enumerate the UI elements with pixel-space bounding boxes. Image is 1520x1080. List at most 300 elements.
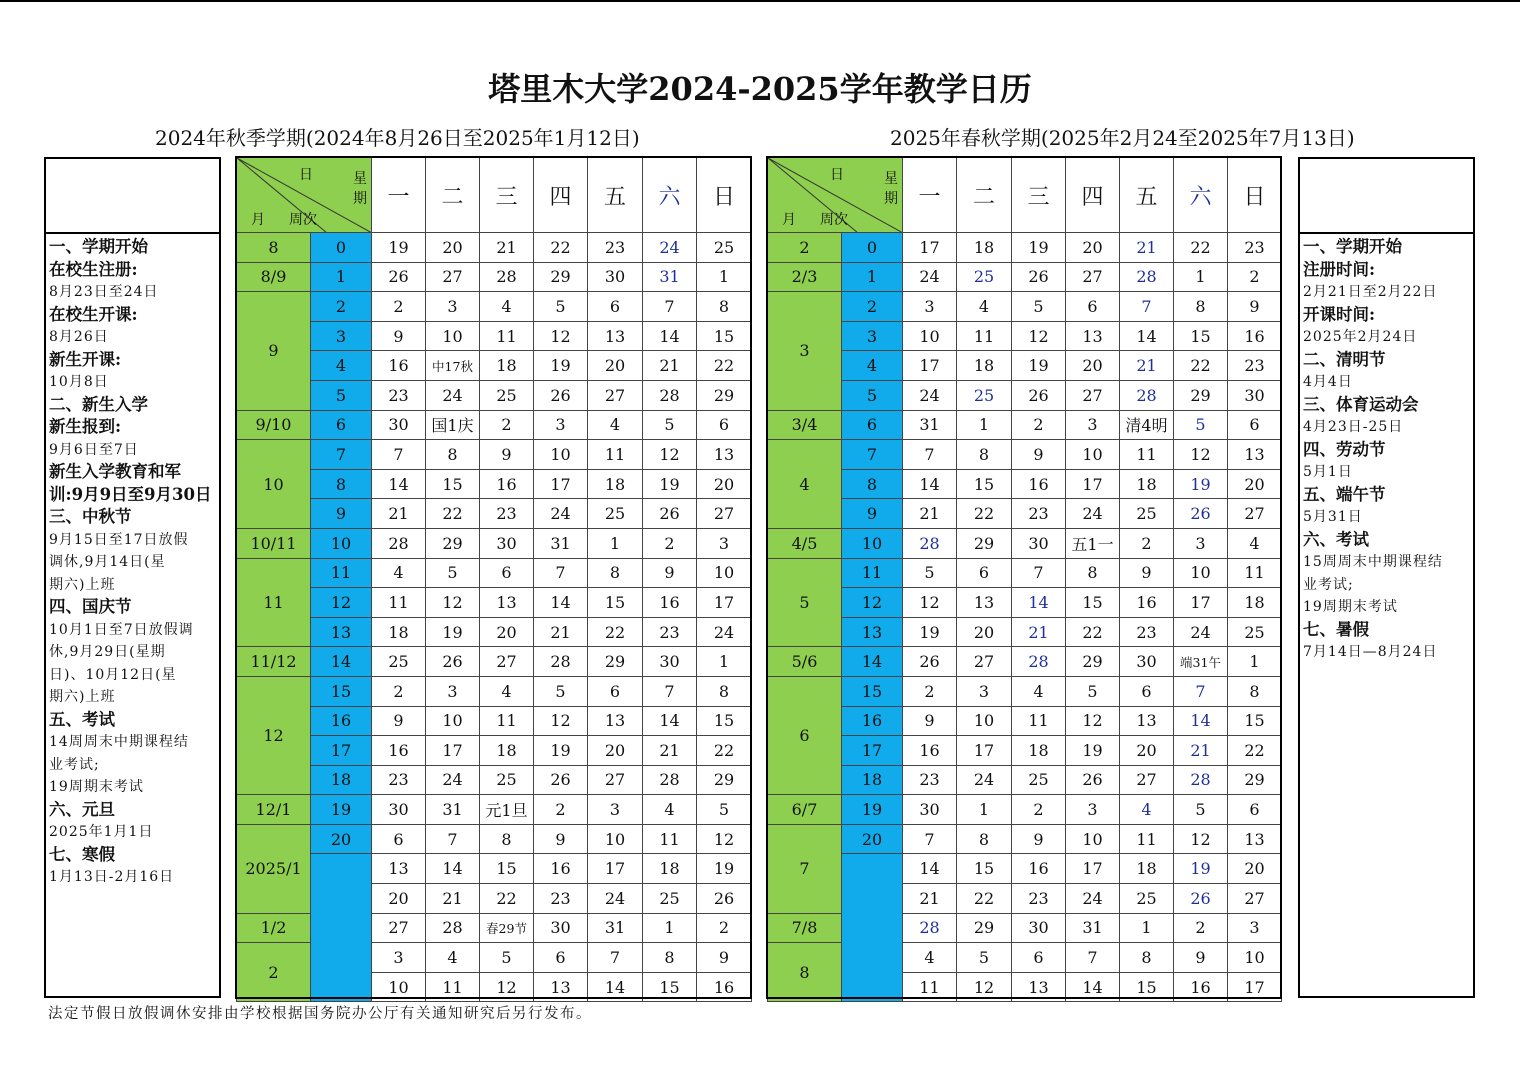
day-cell: 18 bbox=[957, 351, 1012, 381]
notes-header-blank bbox=[1300, 159, 1473, 234]
week-number-cell: 4 bbox=[842, 351, 903, 381]
week-number-cell: 14 bbox=[311, 647, 372, 677]
day-cell: 6 bbox=[1228, 410, 1282, 440]
day-cell: 12 bbox=[426, 588, 480, 618]
calendar-week-row bbox=[237, 824, 752, 854]
day-cell: 16 bbox=[372, 736, 426, 766]
day-cell: 6 bbox=[697, 410, 752, 440]
day-cell: 4 bbox=[1120, 795, 1174, 825]
day-cell: 3 bbox=[534, 410, 588, 440]
note-text: 期六)上班 bbox=[49, 576, 116, 593]
note-heading: 在校生注册: bbox=[49, 259, 138, 279]
calendar-week-row bbox=[768, 795, 1282, 825]
week-number-cell: 19 bbox=[311, 795, 372, 825]
day-cell: 9 bbox=[372, 321, 426, 351]
day-cell: 27 bbox=[1228, 499, 1282, 529]
week-number-cell: 9 bbox=[842, 499, 903, 529]
day-cell: 2 bbox=[697, 913, 752, 943]
day-cell: 27 bbox=[1066, 380, 1120, 410]
day-cell: 7 bbox=[1066, 943, 1120, 973]
day-cell: 29 bbox=[697, 765, 752, 795]
day-cell: 28 bbox=[643, 380, 697, 410]
day-cell: 端31午 bbox=[1174, 647, 1228, 677]
day-cell: 14 bbox=[643, 706, 697, 736]
day-cell: 23 bbox=[534, 884, 588, 914]
day-cell: 16 bbox=[534, 854, 588, 884]
day-cell: 19 bbox=[1174, 469, 1228, 499]
week-number-cell: 20 bbox=[842, 824, 903, 854]
week-number-cell: 4 bbox=[311, 351, 372, 381]
day-cell: 14 bbox=[1174, 706, 1228, 736]
day-cell: 30 bbox=[1012, 913, 1066, 943]
day-cell: 12 bbox=[1174, 824, 1228, 854]
day-cell: 26 bbox=[1012, 262, 1066, 292]
day-cell: 2 bbox=[534, 795, 588, 825]
day-cell: 8 bbox=[1120, 943, 1174, 973]
note-text: 期六)上班 bbox=[49, 689, 116, 705]
note-heading: 六、考试 bbox=[1303, 529, 1369, 549]
day-cell: 1 bbox=[588, 528, 643, 558]
calendar-week-row bbox=[768, 321, 1282, 351]
day-cell: 21 bbox=[534, 617, 588, 647]
day-cell: 13 bbox=[957, 588, 1012, 618]
day-cell: 25 bbox=[588, 499, 643, 529]
day-cell: 21 bbox=[426, 884, 480, 914]
day-cell: 26 bbox=[1174, 499, 1228, 529]
day-cell: 2 bbox=[480, 410, 534, 440]
day-cell: 4 bbox=[643, 795, 697, 825]
day-cell: 4 bbox=[426, 943, 480, 973]
note-heading: 注册时间: bbox=[1303, 259, 1376, 279]
day-cell: 21 bbox=[1120, 351, 1174, 381]
note-text: 4月23日-25日 bbox=[1303, 419, 1404, 435]
week-number-cell: 13 bbox=[311, 617, 372, 647]
month-cell: 12/1 bbox=[237, 795, 311, 825]
calendar-week-row bbox=[768, 469, 1282, 499]
day-cell: 22 bbox=[1174, 351, 1228, 381]
day-cell: 13 bbox=[1066, 321, 1120, 351]
week-number-cell: 7 bbox=[311, 440, 372, 470]
day-cell: 4 bbox=[1228, 528, 1282, 558]
day-cell: 8 bbox=[426, 440, 480, 470]
day-cell: 7 bbox=[534, 558, 588, 588]
day-cell: 12 bbox=[1174, 440, 1228, 470]
calendar-week-row bbox=[768, 233, 1282, 263]
calendar-week-row bbox=[237, 854, 752, 884]
calendar-week-row bbox=[768, 824, 1282, 854]
day-cell: 26 bbox=[697, 884, 752, 914]
day-cell: 3 bbox=[372, 943, 426, 973]
note-heading: 新生入学教育和军 bbox=[49, 462, 181, 481]
day-cell: 11 bbox=[1120, 440, 1174, 470]
day-cell: 5 bbox=[480, 943, 534, 973]
day-cell: 22 bbox=[697, 351, 752, 381]
day-cell: 26 bbox=[1066, 765, 1120, 795]
week-number-cell: 11 bbox=[311, 558, 372, 588]
month-cell: 10 bbox=[237, 440, 311, 529]
day-cell: 3 bbox=[957, 676, 1012, 706]
day-cell: 6 bbox=[1012, 943, 1066, 973]
day-cell: 5 bbox=[1174, 410, 1228, 440]
day-cell: 25 bbox=[697, 233, 752, 263]
day-cell: 29 bbox=[697, 380, 752, 410]
day-cell: 3 bbox=[903, 292, 957, 322]
spring-calendar-table bbox=[767, 157, 1282, 1002]
note-heading: 二、新生入学 bbox=[49, 394, 148, 414]
day-cell: 6 bbox=[588, 676, 643, 706]
weekday-header: 日 bbox=[697, 158, 752, 233]
day-cell: 23 bbox=[643, 617, 697, 647]
day-cell: 6 bbox=[588, 292, 643, 322]
note-heading: 开课时间: bbox=[1303, 304, 1376, 324]
corner-label-month: 月 bbox=[251, 212, 265, 228]
week-number-cell: 5 bbox=[842, 380, 903, 410]
calendar-week-row bbox=[768, 440, 1282, 470]
weekday-header: 三 bbox=[1012, 158, 1066, 233]
day-cell: 2 bbox=[1012, 795, 1066, 825]
day-cell: 24 bbox=[534, 499, 588, 529]
note-heading: 三、体育运动会 bbox=[1303, 394, 1419, 414]
note-heading: 四、劳动节 bbox=[1303, 439, 1386, 459]
day-cell: 24 bbox=[903, 380, 957, 410]
calendar-week-row bbox=[768, 351, 1282, 381]
corner-label-week: 周次 bbox=[289, 212, 317, 228]
day-cell: 26 bbox=[534, 765, 588, 795]
day-cell: 17 bbox=[1066, 469, 1120, 499]
day-cell: 14 bbox=[903, 854, 957, 884]
note-text: 15周周末中期课程结 bbox=[1303, 554, 1443, 570]
day-cell: 26 bbox=[426, 647, 480, 677]
day-cell: 30 bbox=[534, 913, 588, 943]
day-cell: 28 bbox=[1174, 765, 1228, 795]
day-cell: 7 bbox=[903, 824, 957, 854]
day-cell: 6 bbox=[372, 824, 426, 854]
day-cell: 15 bbox=[957, 854, 1012, 884]
week-number-cell: 14 bbox=[842, 647, 903, 677]
day-cell: 5 bbox=[957, 943, 1012, 973]
corner-label-month: 月 bbox=[782, 212, 796, 228]
note-text: 日)、10月12日(星 bbox=[49, 666, 177, 683]
day-cell: 17 bbox=[426, 736, 480, 766]
day-cell: 20 bbox=[588, 736, 643, 766]
calendar-week-row bbox=[768, 617, 1282, 647]
day-cell: 3 bbox=[1228, 913, 1282, 943]
day-cell: 10 bbox=[903, 321, 957, 351]
weekday-header: 六 bbox=[643, 158, 697, 233]
calendar-week-row bbox=[768, 262, 1282, 292]
day-cell: 11 bbox=[1228, 558, 1282, 588]
day-cell: 18 bbox=[480, 736, 534, 766]
day-cell: 20 bbox=[480, 617, 534, 647]
day-cell: 10 bbox=[697, 558, 752, 588]
day-cell: 31 bbox=[903, 410, 957, 440]
day-cell: 20 bbox=[1066, 233, 1120, 263]
note-heading: 在校生开课: bbox=[49, 304, 138, 324]
day-cell: 4 bbox=[372, 558, 426, 588]
calendar-week-row bbox=[768, 588, 1282, 618]
week-number-cell: 8 bbox=[842, 469, 903, 499]
day-cell: 27 bbox=[1066, 262, 1120, 292]
day-cell: 2 bbox=[1228, 262, 1282, 292]
day-cell: 1 bbox=[957, 795, 1012, 825]
day-cell: 15 bbox=[957, 469, 1012, 499]
note-heading: 七、暑假 bbox=[1303, 619, 1369, 639]
day-cell: 3 bbox=[697, 528, 752, 558]
day-cell: 14 bbox=[643, 321, 697, 351]
day-cell: 5 bbox=[903, 558, 957, 588]
day-cell: 7 bbox=[426, 824, 480, 854]
day-cell: 元1旦 bbox=[480, 795, 534, 825]
calendar-week-row bbox=[237, 351, 752, 381]
day-cell: 20 bbox=[957, 617, 1012, 647]
week-number-cell: 2 bbox=[842, 292, 903, 322]
day-cell: 7 bbox=[643, 292, 697, 322]
day-cell: 12 bbox=[1012, 321, 1066, 351]
day-cell: 15 bbox=[643, 972, 697, 1002]
day-cell: 1 bbox=[643, 913, 697, 943]
day-cell: 19 bbox=[697, 854, 752, 884]
day-cell: 13 bbox=[534, 972, 588, 1002]
day-cell: 12 bbox=[534, 321, 588, 351]
day-cell: 6 bbox=[1228, 795, 1282, 825]
day-cell: 10 bbox=[957, 706, 1012, 736]
day-cell: 16 bbox=[697, 972, 752, 1002]
day-cell: 26 bbox=[643, 499, 697, 529]
day-cell: 30 bbox=[643, 647, 697, 677]
day-cell: 24 bbox=[903, 262, 957, 292]
day-cell: 17 bbox=[1228, 972, 1282, 1002]
month-cell: 4/5 bbox=[768, 528, 842, 558]
month-cell: 8/9 bbox=[237, 262, 311, 292]
day-cell: 24 bbox=[957, 765, 1012, 795]
fall-semester-title: 2024年秋季学期(2024年8月26日至2025年1月12日) bbox=[155, 126, 640, 150]
note-text: 业考试; bbox=[49, 756, 100, 773]
month-cell: 5/6 bbox=[768, 647, 842, 677]
day-cell: 2 bbox=[1012, 410, 1066, 440]
day-cell: 28 bbox=[643, 765, 697, 795]
day-cell: 28 bbox=[426, 913, 480, 943]
day-cell: 19 bbox=[1174, 854, 1228, 884]
day-cell: 23 bbox=[588, 233, 643, 263]
day-cell: 5 bbox=[534, 292, 588, 322]
day-cell: 11 bbox=[1120, 824, 1174, 854]
note-text: 2025年2月24日 bbox=[1303, 329, 1418, 345]
day-cell: 9 bbox=[1174, 943, 1228, 973]
note-text: 9月6日至7日 bbox=[49, 441, 139, 458]
day-cell: 8 bbox=[643, 943, 697, 973]
day-cell: 9 bbox=[1012, 824, 1066, 854]
week-number-cell: 16 bbox=[311, 706, 372, 736]
note-heading: 七、寒假 bbox=[49, 844, 115, 864]
day-cell: 28 bbox=[903, 913, 957, 943]
week-number-cell: 15 bbox=[311, 676, 372, 706]
day-cell: 7 bbox=[903, 440, 957, 470]
week-number-cell: 3 bbox=[842, 321, 903, 351]
day-cell: 28 bbox=[1120, 380, 1174, 410]
day-cell: 16 bbox=[1174, 972, 1228, 1002]
day-cell: 16 bbox=[643, 588, 697, 618]
day-cell: 15 bbox=[697, 706, 752, 736]
calendar-week-row bbox=[237, 469, 752, 499]
month-cell: 5 bbox=[768, 558, 842, 647]
week-number-cell-empty bbox=[311, 854, 372, 1002]
week-number-cell: 16 bbox=[842, 706, 903, 736]
day-cell: 16 bbox=[1120, 588, 1174, 618]
day-cell: 7 bbox=[1174, 676, 1228, 706]
day-cell: 8 bbox=[697, 292, 752, 322]
day-cell: 29 bbox=[957, 528, 1012, 558]
day-cell: 13 bbox=[697, 440, 752, 470]
spring-semester-title: 2025年春秋学期(2025年2月24至2025年7月13日) bbox=[890, 126, 1355, 150]
day-cell: 3 bbox=[1066, 795, 1120, 825]
week-number-cell: 9 bbox=[311, 499, 372, 529]
day-cell: 24 bbox=[1066, 884, 1120, 914]
week-number-cell: 1 bbox=[842, 262, 903, 292]
day-cell: 30 bbox=[1012, 528, 1066, 558]
fall-notes-panel bbox=[44, 157, 221, 998]
day-cell: 5 bbox=[534, 676, 588, 706]
day-cell: 17 bbox=[1174, 588, 1228, 618]
day-cell: 21 bbox=[1120, 233, 1174, 263]
day-cell: 29 bbox=[534, 262, 588, 292]
corner-label-period: 期 bbox=[353, 191, 367, 207]
day-cell: 17 bbox=[1066, 854, 1120, 884]
day-cell: 21 bbox=[1174, 736, 1228, 766]
day-cell: 11 bbox=[643, 824, 697, 854]
day-cell: 10 bbox=[534, 440, 588, 470]
day-cell: 7 bbox=[643, 676, 697, 706]
day-cell: 15 bbox=[1174, 321, 1228, 351]
day-cell: 14 bbox=[372, 469, 426, 499]
calendar-week-row bbox=[768, 410, 1282, 440]
calendar-week-row bbox=[237, 647, 752, 677]
day-cell: 27 bbox=[426, 262, 480, 292]
day-cell: 30 bbox=[588, 262, 643, 292]
day-cell: 5 bbox=[1066, 676, 1120, 706]
day-cell: 25 bbox=[1228, 617, 1282, 647]
day-cell: 16 bbox=[480, 469, 534, 499]
day-cell: 16 bbox=[1012, 469, 1066, 499]
day-cell: 26 bbox=[1174, 884, 1228, 914]
day-cell: 24 bbox=[426, 380, 480, 410]
day-cell: 12 bbox=[480, 972, 534, 1002]
corner-label-period: 期 bbox=[884, 191, 898, 207]
calendar-week-row bbox=[768, 499, 1282, 529]
month-cell: 3 bbox=[768, 292, 842, 410]
day-cell: 27 bbox=[480, 647, 534, 677]
month-cell: 2 bbox=[237, 943, 311, 1002]
calendar-week-row bbox=[237, 558, 752, 588]
month-cell: 9 bbox=[237, 292, 311, 410]
week-number-cell: 17 bbox=[311, 736, 372, 766]
calendar-week-row bbox=[768, 528, 1282, 558]
weekday-header: 五 bbox=[588, 158, 643, 233]
note-text: 1月13日-2月16日 bbox=[49, 869, 175, 885]
day-cell: 10 bbox=[1174, 558, 1228, 588]
day-cell: 10 bbox=[1228, 943, 1282, 973]
day-cell: 13 bbox=[372, 854, 426, 884]
month-cell: 11/12 bbox=[237, 647, 311, 677]
day-cell: 清4明 bbox=[1120, 410, 1174, 440]
week-number-cell: 20 bbox=[311, 824, 372, 854]
day-cell: 11 bbox=[588, 440, 643, 470]
day-cell: 25 bbox=[957, 380, 1012, 410]
calendar-week-row bbox=[768, 676, 1282, 706]
day-cell: 27 bbox=[1120, 765, 1174, 795]
calendar-week-row bbox=[237, 233, 752, 263]
day-cell: 27 bbox=[372, 913, 426, 943]
day-cell: 19 bbox=[1012, 351, 1066, 381]
day-cell: 11 bbox=[426, 972, 480, 1002]
day-cell: 1 bbox=[1228, 647, 1282, 677]
note-heading: 五、端午节 bbox=[1303, 484, 1386, 504]
day-cell: 19 bbox=[1012, 233, 1066, 263]
day-cell: 25 bbox=[480, 380, 534, 410]
page-title: 塔里木大学2024-2025学年教学日历 bbox=[488, 70, 1032, 108]
spring-notes-panel bbox=[1298, 157, 1475, 998]
week-number-cell: 18 bbox=[311, 765, 372, 795]
day-cell: 22 bbox=[697, 736, 752, 766]
day-cell: 3 bbox=[1174, 528, 1228, 558]
day-cell: 28 bbox=[534, 647, 588, 677]
day-cell: 22 bbox=[1174, 233, 1228, 263]
calendar-week-row bbox=[237, 588, 752, 618]
day-cell: 7 bbox=[588, 943, 643, 973]
day-cell: 8 bbox=[588, 558, 643, 588]
spring-notes-lines bbox=[1300, 234, 1473, 664]
footnote: 法定节假日放假调休安排由学校根据国务院办公厅有关通知研究后另行发布。 bbox=[48, 1006, 592, 1022]
month-cell: 11 bbox=[237, 558, 311, 647]
day-cell: 15 bbox=[1228, 706, 1282, 736]
day-cell: 23 bbox=[1228, 233, 1282, 263]
note-text: 5月1日 bbox=[1303, 464, 1353, 480]
note-text: 调休,9月14日(星 bbox=[49, 554, 166, 570]
day-cell: 11 bbox=[1012, 706, 1066, 736]
day-cell: 4 bbox=[588, 410, 643, 440]
day-cell: 20 bbox=[697, 469, 752, 499]
day-cell: 17 bbox=[534, 469, 588, 499]
day-cell: 21 bbox=[372, 499, 426, 529]
day-cell: 28 bbox=[1012, 647, 1066, 677]
note-text: 14周周末中期课程结 bbox=[49, 734, 189, 750]
day-cell: 9 bbox=[372, 706, 426, 736]
day-cell: 12 bbox=[903, 588, 957, 618]
week-number-cell: 15 bbox=[842, 676, 903, 706]
day-cell: 15 bbox=[1120, 972, 1174, 1002]
day-cell: 5 bbox=[1174, 795, 1228, 825]
day-cell: 30 bbox=[480, 528, 534, 558]
day-cell: 25 bbox=[643, 884, 697, 914]
day-cell: 9 bbox=[534, 824, 588, 854]
day-cell: 20 bbox=[1228, 469, 1282, 499]
day-cell: 21 bbox=[903, 499, 957, 529]
day-cell: 12 bbox=[697, 824, 752, 854]
day-cell: 2 bbox=[372, 676, 426, 706]
day-cell: 14 bbox=[534, 588, 588, 618]
week-number-cell: 10 bbox=[311, 528, 372, 558]
day-cell: 8 bbox=[1228, 676, 1282, 706]
day-cell: 9 bbox=[1228, 292, 1282, 322]
day-cell: 13 bbox=[1120, 706, 1174, 736]
calendar-week-row bbox=[237, 380, 752, 410]
day-cell: 7 bbox=[372, 440, 426, 470]
day-cell: 1 bbox=[1174, 262, 1228, 292]
day-cell: 20 bbox=[588, 351, 643, 381]
week-number-cell: 5 bbox=[311, 380, 372, 410]
day-cell: 5 bbox=[697, 795, 752, 825]
month-cell: 8 bbox=[237, 233, 311, 263]
day-cell: 23 bbox=[372, 380, 426, 410]
